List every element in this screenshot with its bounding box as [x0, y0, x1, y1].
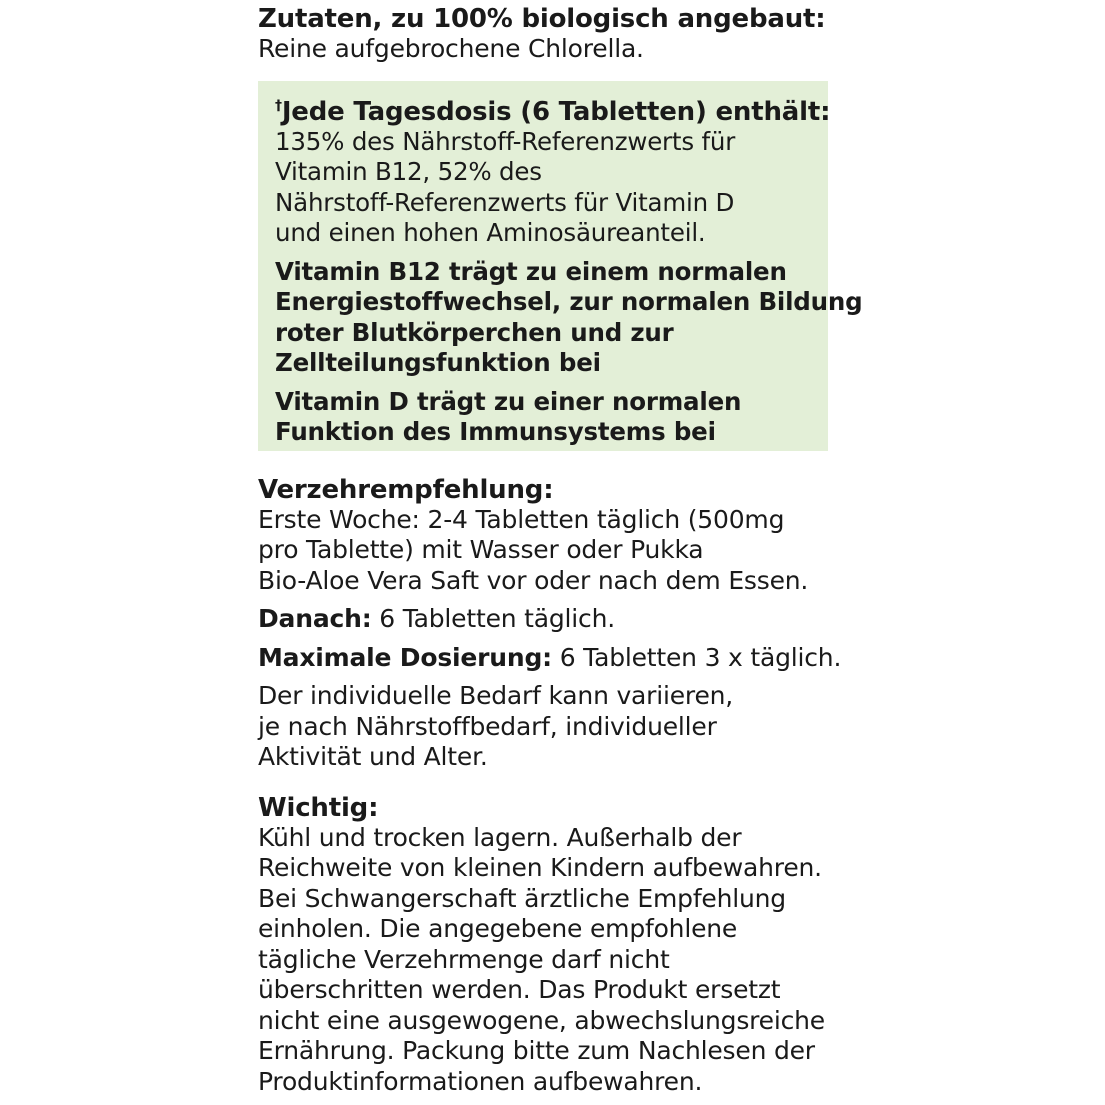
recommendation-section [258, 475, 858, 773]
max-dosage [258, 643, 858, 674]
recommendation-heading: Verzehrempfehlung: [258, 474, 554, 505]
ingredients-heading: Zutaten, zu 100% biologisch angebaut: [258, 4, 826, 34]
vitd-line: Funktion des Immunsystems bei [275, 417, 716, 446]
important-line: Bei Schwangerschaft ärztliche Empfehlung [258, 883, 786, 913]
max-text: 6 Tabletten 3 x täglich. [551, 642, 842, 672]
after-dosage [258, 604, 858, 635]
individual-line: Der individuelle Bedarf kann variieren, [258, 681, 734, 710]
intro-line: Vitamin B12, 52% des [275, 157, 542, 186]
individual-note [258, 681, 858, 773]
after-label: Danach: [258, 604, 372, 633]
b12-line: Vitamin B12 trägt zu einem normalen [275, 256, 787, 286]
daily-dose-heading [275, 91, 831, 127]
important-section [258, 793, 858, 1098]
daily-dose-box [258, 81, 863, 451]
max-label: Maximale Dosierung: [258, 642, 552, 672]
ingredients-section [258, 4, 858, 65]
important-line: nicht eine ausgewogene, abwechslungsreiche [258, 1005, 825, 1035]
after-text: 6 Tabletten täglich. [371, 604, 615, 633]
first-week-line: Bio-Aloe Vera Saft vor oder nach dem Essen. [258, 565, 809, 595]
b12-line: Energiestoffwechsel, zur normalen Bildung [275, 287, 863, 316]
label-text-panel [258, 4, 863, 1097]
ingredients-text: Reine aufgebrochene Chlorella. [258, 34, 644, 63]
important-line: tägliche Verzehrmenge darf nicht [258, 944, 670, 974]
first-week-line: Erste Woche: 2-4 Tabletten täglich (500mg [258, 504, 785, 534]
important-line: Produktinformationen aufbewahren. [258, 1066, 703, 1096]
intro-line: Nährstoff-Referenzwerts für Vitamin D [275, 187, 735, 217]
individual-line: Aktivität und Alter. [258, 742, 488, 771]
dagger-mark: † [275, 97, 282, 114]
vitamin-b12-claim [275, 256, 863, 379]
important-line: Kühl und trocken lagern. Außerhalb der [258, 822, 742, 852]
important-line: Reichweite von kleinen Kindern aufbewahren. [258, 853, 822, 882]
important-line: überschritten werden. Das Produkt ersetzt [258, 975, 781, 1004]
vitd-line: Vitamin D trägt zu einer normalen [275, 386, 742, 416]
important-line: Ernährung. Packung bitte zum Nachlesen der [258, 1036, 815, 1065]
vitamin-d-claim [275, 387, 828, 448]
intro-line: und einen hohen Aminosäureanteil. [275, 218, 706, 247]
daily-dose-intro [275, 91, 831, 249]
intro-line: 135% des Nährstoff-Referenzwerts für [275, 126, 736, 156]
individual-line: je nach Nährstoffbedarf, individueller [258, 711, 717, 741]
important-line: einholen. Die angegebene empfohlene [258, 914, 738, 943]
first-week-line: pro Tablette) mit Wasser oder Pukka [258, 535, 704, 564]
important-heading: Wichtig: [258, 792, 379, 823]
b12-line: roter Blutkörperchen und zur [275, 317, 674, 347]
b12-line: Zellteilungsfunktion bei [275, 348, 601, 377]
daily-dose-heading-text: Jede Tagesdosis (6 Tabletten) enthält: [281, 96, 831, 127]
